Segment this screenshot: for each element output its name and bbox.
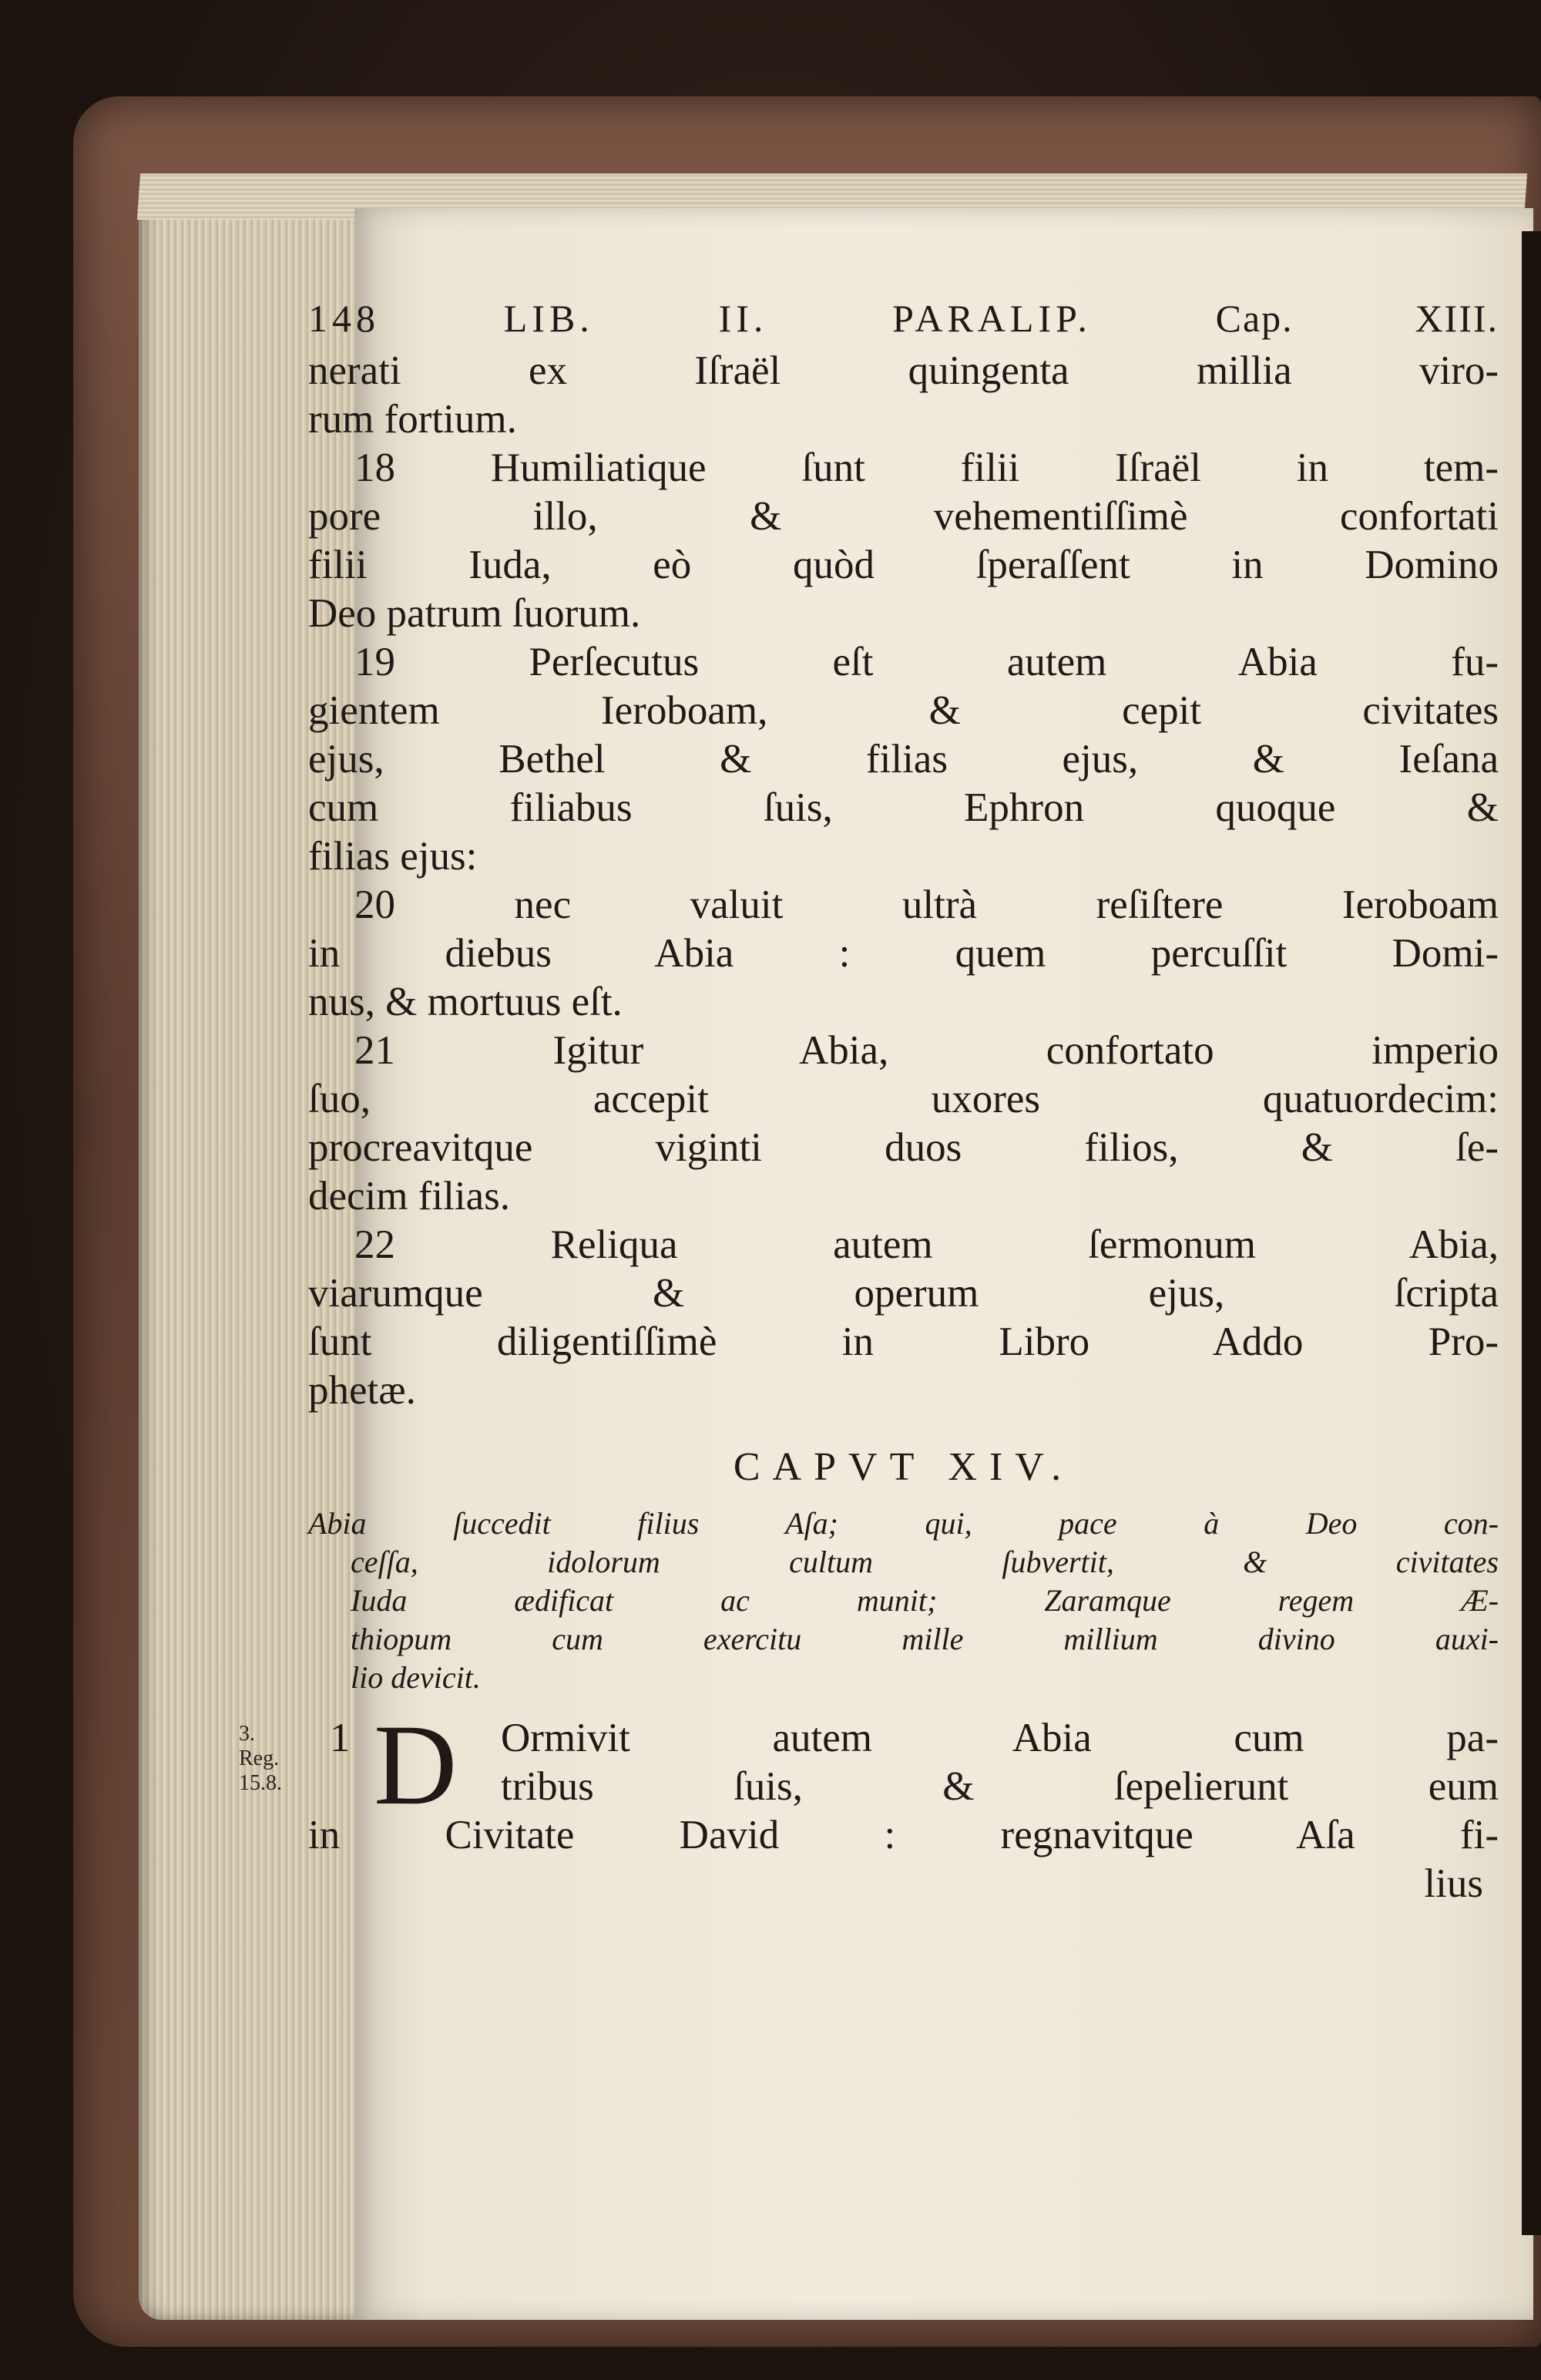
text-line: ſunt diligentiſſimè in Libro Addo Pro- — [308, 1319, 1499, 1364]
text-line: ſuo, accepit uxores quatuordecim: — [308, 1077, 1499, 1121]
chapter-summary — [308, 1504, 1499, 1697]
margin-reference — [239, 1722, 300, 1796]
verse-1-block — [239, 1701, 1499, 1908]
text-line: 22 Reliqua autem ſermonum Abia, — [354, 1222, 1499, 1267]
chapter-heading: CAPVT XIV. — [733, 1445, 1074, 1489]
text-line: 18 Humiliatique ſunt filii Iſraël in tem- — [354, 445, 1499, 490]
text-line: in Civitate David : regnavitque Aſa fi- — [308, 1813, 1499, 1857]
summary-line: Abia ſuccedit filius Aſa; qui, pace à Deo con- — [308, 1506, 1499, 1541]
text-line: pore illo, & vehementiſſimè confortati — [308, 494, 1499, 539]
text-line: decim filias. — [308, 1174, 510, 1219]
text-line: phetæ. — [308, 1368, 416, 1413]
text-line: filii Iuda, eò quòd ſperaſſent in Domino — [308, 543, 1499, 587]
catchword: lius — [1424, 1861, 1483, 1906]
book-title: LIB. II. PARALIP. — [503, 297, 1092, 340]
verse-number: 1 — [330, 1716, 351, 1760]
summary-line: lio devicit. — [351, 1660, 481, 1695]
text-line: nus, & mortuus eſt. — [308, 980, 623, 1024]
text-line: in diebus Abia : quem percuſſit Domi- — [308, 931, 1499, 976]
text-line: nerati ex Iſraël quingenta millia viro- — [308, 348, 1499, 393]
text-line: Deo patrum ſuorum. — [308, 591, 641, 636]
text-line: tribus ſuis, & ſepelierunt eum — [501, 1764, 1499, 1809]
text-line: filias ejus: — [308, 834, 478, 879]
summary-line: Iuda ædificat ac munit; Zaramque regem Æ- — [351, 1583, 1499, 1618]
summary-line: thiopum cum exercitu mille millium divino auxi- — [351, 1622, 1499, 1656]
page-number: 148 — [308, 297, 380, 340]
running-header — [308, 293, 1499, 347]
summary-line: ceſſa, idolorum cultum ſubvertit, & civitates — [351, 1545, 1499, 1579]
text-line: gientem Ieroboam, & cepit civitates — [308, 688, 1499, 733]
text-line: 19 Perſecutus eſt autem Abia fu- — [354, 640, 1499, 684]
drop-cap-initial: D — [374, 1701, 458, 1829]
margin-ref-line: 15.8. — [239, 1771, 282, 1795]
text-line: ejus, Bethel & filias ejus, & Ieſana — [308, 737, 1499, 782]
page-text — [239, 293, 1499, 1908]
margin-ref-line: 3. Reg. — [239, 1722, 280, 1770]
text-line: 21 Igitur Abia, confortato imperio — [354, 1028, 1499, 1073]
text-line: rum fortium. — [308, 397, 517, 442]
text-line: Ormivit autem Abia cum pa- — [501, 1716, 1499, 1760]
chapter-label: Cap. XIII. — [1215, 297, 1499, 340]
text-line: viarumque & operum ejus, ſcripta — [308, 1271, 1499, 1316]
text-line: procreavitque viginti duos filios, & ſe- — [308, 1125, 1499, 1170]
binding-shadow — [1522, 231, 1541, 2235]
text-line: 20 nec valuit ultrà reſiſtere Ieroboam — [354, 882, 1499, 927]
text-line: cum filiabus ſuis, Ephron quoque & — [308, 785, 1499, 830]
